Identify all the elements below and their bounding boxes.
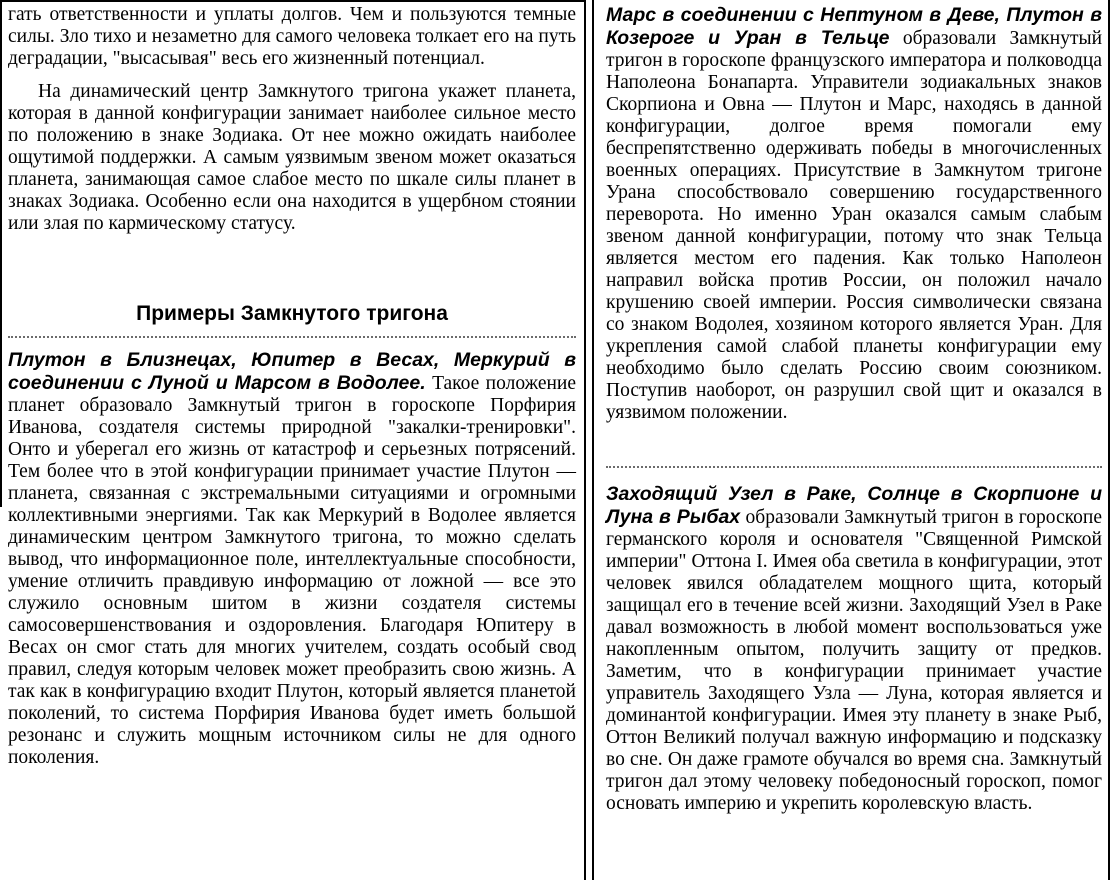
example-porfiry-ivanov: [8, 349, 576, 769]
paragraph-continuation: гать ответственности и уплаты долгов. Чем и пользуются темные силы. Зло тихо и незаметно для самого человека толкает его на путь деградации, "высасывая" весь его жизненный потенциал.: [8, 4, 576, 69]
example-body: Такое положение планет образовало Замкнутый тригон в гороскопе Порфирия Иванова, создателя системы природной "закалки-тренировки". Онто и уберегал его жизнь от катастроф и серьезных потрясений. Тем более что в этой конфигурации принимает участие Плутон — планета, связанная с экстремальными ситуациями и огромными коллективными энергиями. Так как Меркурий в Водолее является динамическим центром Замкнутого тригона, то можно сделать вывод, что информационное поле, интеллектуальные способности, умение отличить правдивую информацию от ложной — все это служило основным шитом в жизни создателя системы самосовершенствования и оздоровления. Благодаря Юпитеру в Весах он смог стать для многих учителем, создать особый свод правил, следуя которым человек может преобразить свою жизнь. А так как в конфигурацию входит Плутон, который является планетой поколений, то система Порфирия Иванова будет иметь большой резонанс и служить мощным источником силы не для одного поколения.: [8, 373, 577, 768]
example-lead: Плутон в Близнецах, Юпитер в Весах, Меркурий в соединении с Луной и Марсом в Водолее.: [8, 349, 576, 394]
left-text-block: [8, 4, 576, 235]
example-paragraph: [606, 483, 1102, 815]
section-heading-block: [8, 302, 576, 338]
dotted-divider-right-wrap: [606, 466, 1102, 468]
paragraph-dynamic-center: На динамический центр Замкнутого тригона укажет планета, которая в данной конфигурации занимает наиболее сильное место по положению в знаке Зодиака. От нее можно ожидать наиболее ощутимой поддержки. А самым уязвимым звеном может оказаться планета, занимающая самое слабое место по шкале силы планет в знаках Зодиака. Особенно если она находится в ущербном стоянии или злая по кармическому статусу.: [8, 81, 576, 234]
example-otto: [606, 483, 1102, 815]
dotted-divider: [8, 336, 576, 338]
example-lead: Марс в соединении с Нептуном в Деве, Плутон в Козероге и Уран в Тельце: [606, 4, 1102, 49]
section-heading: Примеры Замкнутого тригона: [136, 302, 448, 325]
example-paragraph: [606, 4, 1102, 424]
example-body: образовали Замкнутый тригон в гороскопе германского короля и основателя "Священной Римской империи" Оттона I. Имея оба светила в конфигурации, этот человек явился обладателем мощного щита, который защищал его в течение всей жизни. Заходящий Узел в Раке давал возможность в любой момент воспользоваться уже накопленным опытом, получить защиту от предков. Заметим, что в конфигурации принимает участие управитель Заходящего Узла — Луна, которая является и доминантой конфигурации. Имея эту планету в знаке Рыб, Оттон Великий получал важную информацию и подсказку во сне. Он даже грамоте обучался во время сна. Замкнутый тригон дал этому человеку победоносный гороскоп, помог основать империю и укрепить королевскую власть.: [606, 507, 1103, 814]
example-napoleon: [606, 4, 1102, 424]
example-paragraph: [8, 349, 576, 769]
dotted-divider: [606, 466, 1102, 468]
example-lead: Заходящий Узел в Раке, Солнце в Скорпионе и Луна в Рыбах: [606, 483, 1102, 528]
left-frame-line: [0, 2, 2, 507]
right-column: [592, 0, 1110, 880]
example-body: образовали Замкнутый тригон в гороскопе французского императора и полководца Наполеона Бонапарта. Управители зодиакальных знаков Скорпиона и Овна — Плутон и Марс, находясь в данной конфигурации, долгое время помогали ему беспрепятственно одерживать победы в многочисленных военных операциях. Присутствие в Замкнутом тригоне Урана способствовало совершению государственного переворота. Но именно Уран оказался самым слабым звеном данной конфигурации, потому что знак Тельца является местом его падения. Как только Наполеон направил войска против России, он положил начало крушению своей империи. Россия символически связана со знаком Водолея, хозяином которого является Уран. Для укрепления самой слабой планеты конфигурации ему необходимо было сделать Россию своим союзником. Поступив наоборот, он разрушил свой щит и оказался в уязвимом положении.: [606, 28, 1103, 423]
